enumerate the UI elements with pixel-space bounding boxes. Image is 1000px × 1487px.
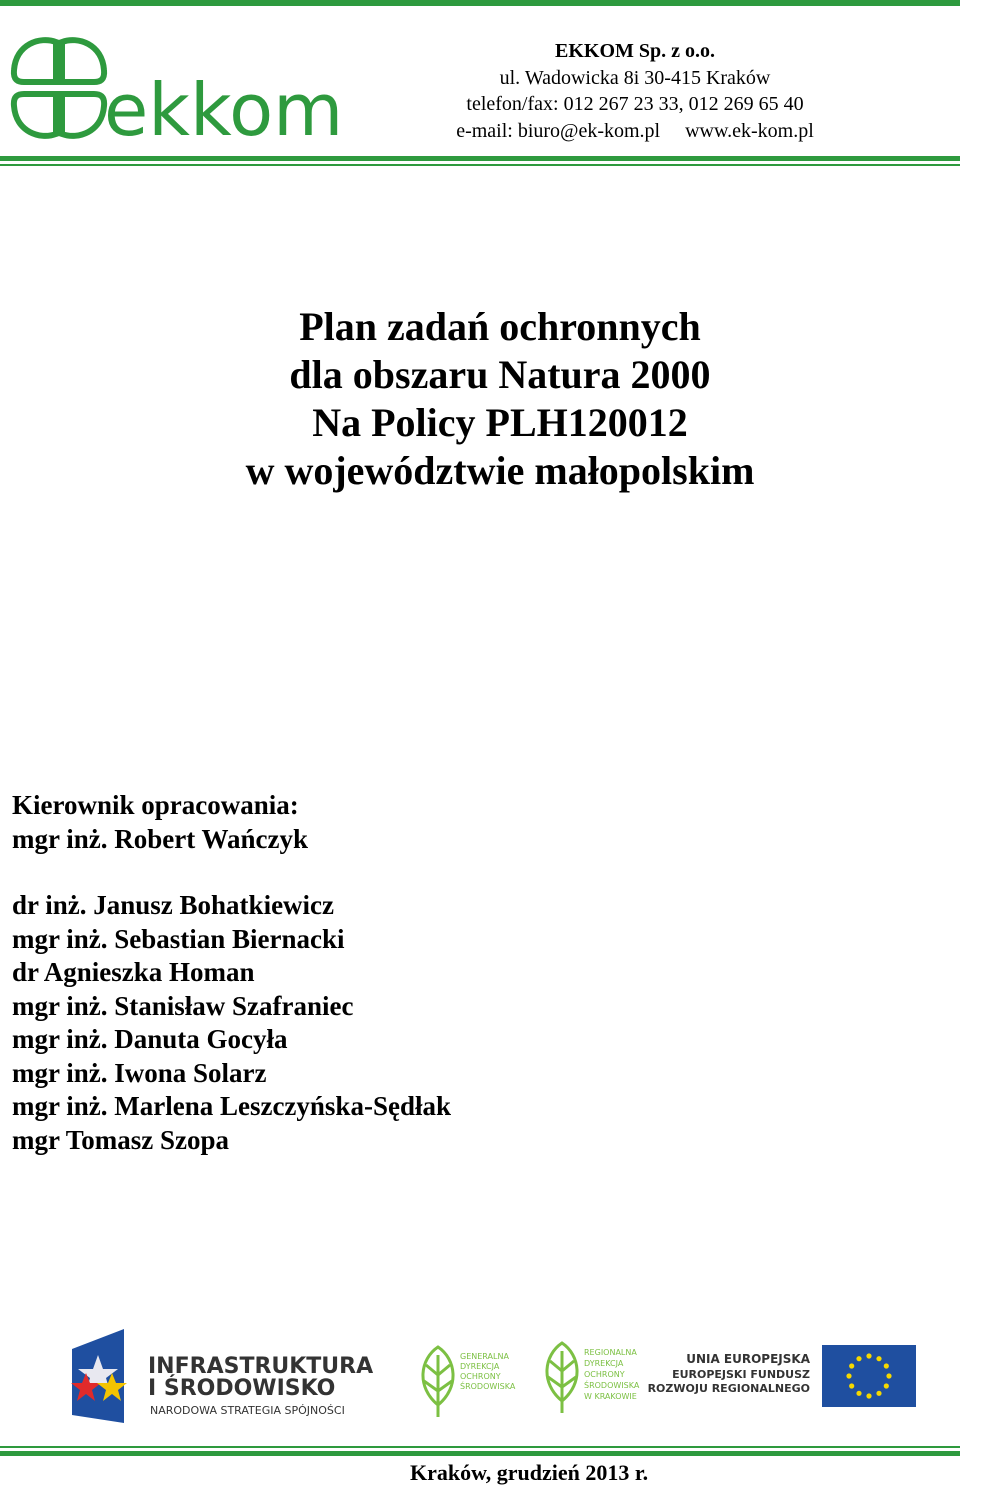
team-member: dr Agnieszka Homan bbox=[12, 957, 255, 987]
team-list bbox=[12, 789, 451, 1157]
eu-line-2: EUROPEJSKI FUNDUSZ bbox=[672, 1368, 810, 1381]
gdos-line-4: ŚRODOWISKA bbox=[460, 1382, 516, 1391]
title-line-2: dla obszaru Natura 2000 bbox=[289, 352, 711, 397]
footer-place-date: Kraków, grudzień 2013 r. bbox=[410, 1460, 649, 1485]
team-member: mgr inż. Marlena Leszczyńska-Sędłak bbox=[12, 1091, 451, 1121]
rdos-line-5: W KRAKOWIE bbox=[584, 1392, 637, 1401]
top-rule bbox=[0, 0, 960, 6]
ekkom-logo bbox=[10, 36, 344, 152]
eu-star bbox=[876, 1391, 881, 1396]
infra-line-2: I ŚRODOWISKO bbox=[148, 1376, 336, 1401]
eu-star bbox=[884, 1383, 889, 1388]
team-member: mgr inż. Iwona Solarz bbox=[12, 1057, 267, 1088]
logo-wordmark: ekkom bbox=[104, 68, 344, 152]
team-member: mgr inż. Danuta Gocyła bbox=[12, 1024, 288, 1054]
eu-star bbox=[849, 1363, 854, 1368]
infra-line-3: NARODOWA STRATEGIA SPÓJNOŚCI bbox=[150, 1404, 345, 1417]
rdos-line-4: ŚRODOWISKA bbox=[584, 1381, 640, 1390]
footer-rule-thick bbox=[0, 1451, 960, 1456]
team-member: mgr inż. Stanisław Szafraniec bbox=[12, 990, 354, 1021]
eu-star bbox=[849, 1383, 854, 1388]
manager-name: mgr inż. Robert Wańczyk bbox=[12, 823, 308, 854]
company-contact: e-mail: biuro@ek-kom.pl www.ek-kom.pl bbox=[456, 119, 814, 142]
team-member: mgr Tomasz Szopa bbox=[12, 1124, 230, 1155]
eu-line-3: ROZWOJU REGIONALNEGO bbox=[647, 1382, 810, 1395]
eu-star bbox=[884, 1363, 889, 1368]
infra-line-1: INFRASTRUKTURA bbox=[148, 1354, 374, 1379]
title-line-4: w województwie małopolskim bbox=[245, 448, 755, 493]
document-title bbox=[0, 303, 1000, 495]
rdos-line-3: OCHRONY bbox=[584, 1370, 625, 1379]
eu-star bbox=[876, 1356, 881, 1361]
footer-rule-thin bbox=[0, 1446, 960, 1448]
eu-star bbox=[886, 1373, 891, 1378]
eu-line-1: UNIA EUROPEJSKA bbox=[686, 1352, 810, 1366]
infrastruktura-logo bbox=[71, 1329, 373, 1423]
eu-flag bbox=[822, 1345, 916, 1407]
eu-star bbox=[856, 1391, 861, 1396]
eu-star bbox=[866, 1393, 871, 1398]
funding-logos bbox=[60, 1325, 930, 1425]
company-info bbox=[400, 38, 870, 144]
rdos-line-2: DYREKCJA bbox=[584, 1359, 624, 1368]
team-member: dr inż. Janusz Bohatkiewicz bbox=[12, 890, 335, 920]
eu-star bbox=[866, 1353, 871, 1358]
company-address: ul. Wadowicka 8i 30-415 Kraków bbox=[499, 66, 771, 89]
manager-label: Kierownik opracowania: bbox=[12, 790, 299, 820]
title-line-1: Plan zadań ochronnych bbox=[299, 304, 701, 349]
rdos-line-1: REGIONALNA bbox=[584, 1348, 637, 1357]
company-name: EKKOM Sp. z o.o. bbox=[554, 40, 715, 62]
gdos-line-2: DYREKCJA bbox=[460, 1362, 500, 1371]
gdos-line-1: GENERALNA bbox=[460, 1352, 509, 1361]
team-member: mgr inż. Sebastian Biernacki bbox=[12, 923, 345, 954]
eu-star bbox=[856, 1356, 861, 1361]
company-phone: telefon/fax: 012 267 23 33, 012 269 65 40 bbox=[466, 93, 804, 115]
eu-star bbox=[846, 1373, 851, 1378]
header-rule-thin bbox=[0, 164, 960, 166]
title-line-3: Na Policy PLH120012 bbox=[312, 400, 688, 445]
gdos-logo bbox=[423, 1347, 453, 1417]
rdos-logo bbox=[547, 1343, 577, 1413]
header-rule-thick bbox=[0, 156, 960, 161]
gdos-line-3: OCHRONY bbox=[460, 1372, 501, 1381]
